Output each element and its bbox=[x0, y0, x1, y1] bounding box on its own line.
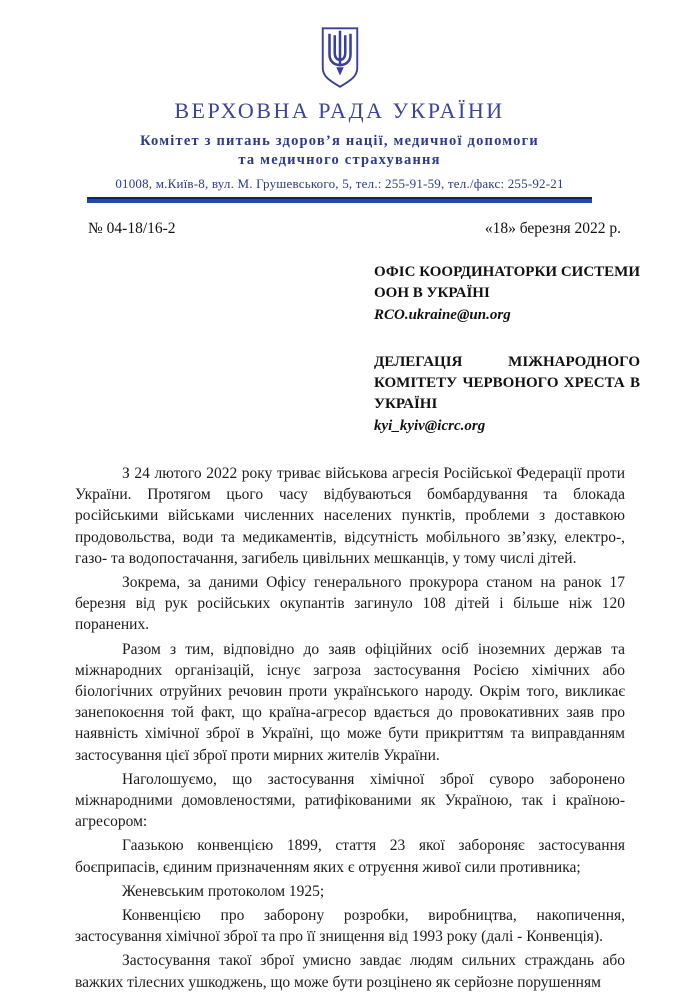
recipients-block bbox=[374, 262, 640, 435]
letter-body bbox=[75, 463, 625, 993]
letterhead bbox=[0, 0, 679, 203]
reference-number: № 04-18/16-2 bbox=[88, 220, 176, 237]
body-paragraph: Разом з тим, відповідно до заяв офіційних осіб іноземних держав та міжнародних організацій, існує загроза застосування Росією хімічних або біологічних отруйних речовин проти українського народу. Окрім того, викликає занепокоєння той факт, що країна-агресор вдається до провокативних заяв про наявність хімічної зброї в Україні, що може бути прикриттям та виправданням застосування цієї зброї проти мирних жителів України. bbox=[75, 640, 625, 764]
recipient-name: ОФІС КООРДИНАТОРКИ СИСТЕМИ ООН В УКРАЇНІ bbox=[374, 264, 640, 301]
org-title: ВЕРХОВНА РАДА УКРАЇНИ bbox=[174, 98, 505, 123]
reference-date: «18» березня 2022 р. bbox=[484, 220, 621, 237]
recipient-un-office bbox=[374, 262, 640, 324]
letterhead-divider bbox=[87, 197, 592, 203]
body-paragraph: Конвенцією про заборону розробки, виробництва, накопичення, застосування хімічної зброї та про її знищення від 1993 року (далі - Конвенція). bbox=[75, 907, 625, 946]
body-paragraph: Застосування такої зброї умисно завдає людям сильних страждань або важких тілесних ушкоджень, що може бути розцінено як серйозне порушенням bbox=[75, 952, 625, 991]
committee-name-line1: Комітет з питань здоров’я нації, медичної допомоги bbox=[140, 133, 539, 149]
body-paragraph: З 24 лютого 2022 року триває військова агресія Російської Федерації проти України. Протягом цього часу відбуваються бомбардування та блокада російськими військами численних населених пунктів, проблеми з доставкою продовольства, води та медикаментів, відсутність мобільного зв’язку, електро-, газо- та водопостачання, загибель цивільних мешканців, у тому числі дітей. bbox=[75, 465, 625, 567]
body-paragraph: Наголошуємо, що застосування хімічної зброї суворо заборонено міжнародними домовленостями, ратифікованими як Україною, так і країною-агресором: bbox=[75, 770, 625, 831]
recipient-email: kyi_kyiv@icrc.org bbox=[374, 418, 486, 434]
letterhead-address: 01008, м.Київ-8, вул. М. Грушевського, 5, тел.: 255-91-59, тел./факс: 255-92-21 bbox=[115, 176, 564, 191]
body-paragraph: Гаазькою конвенцією 1899, стаття 23 якої забороняє застосування боєприпасів, єдиним призначенням яких є отруєння живої сили противника; bbox=[75, 837, 625, 876]
body-paragraph: Женевським протоколом 1925; bbox=[122, 882, 325, 900]
recipient-name: ДЕЛЕГАЦІЯ МІЖНАРОДНОГО КОМІТЕТУ ЧЕРВОНОГО ХРЕСТА В УКРАЇНІ bbox=[374, 354, 640, 412]
recipient-icrc-delegation bbox=[374, 352, 640, 435]
body-paragraph: Зокрема, за даними Офісу генерального прокурора станом на ранок 17 березня від рук російських окупантів загинуло 108 дітей і більше ніж 120 поранених. bbox=[75, 574, 625, 634]
committee-name-line2: та медичного страхування bbox=[238, 152, 441, 168]
ukraine-trident-emblem-icon bbox=[317, 26, 363, 89]
recipient-email: RCO.ukraine@un.org bbox=[374, 307, 511, 323]
reference-row bbox=[88, 220, 621, 238]
